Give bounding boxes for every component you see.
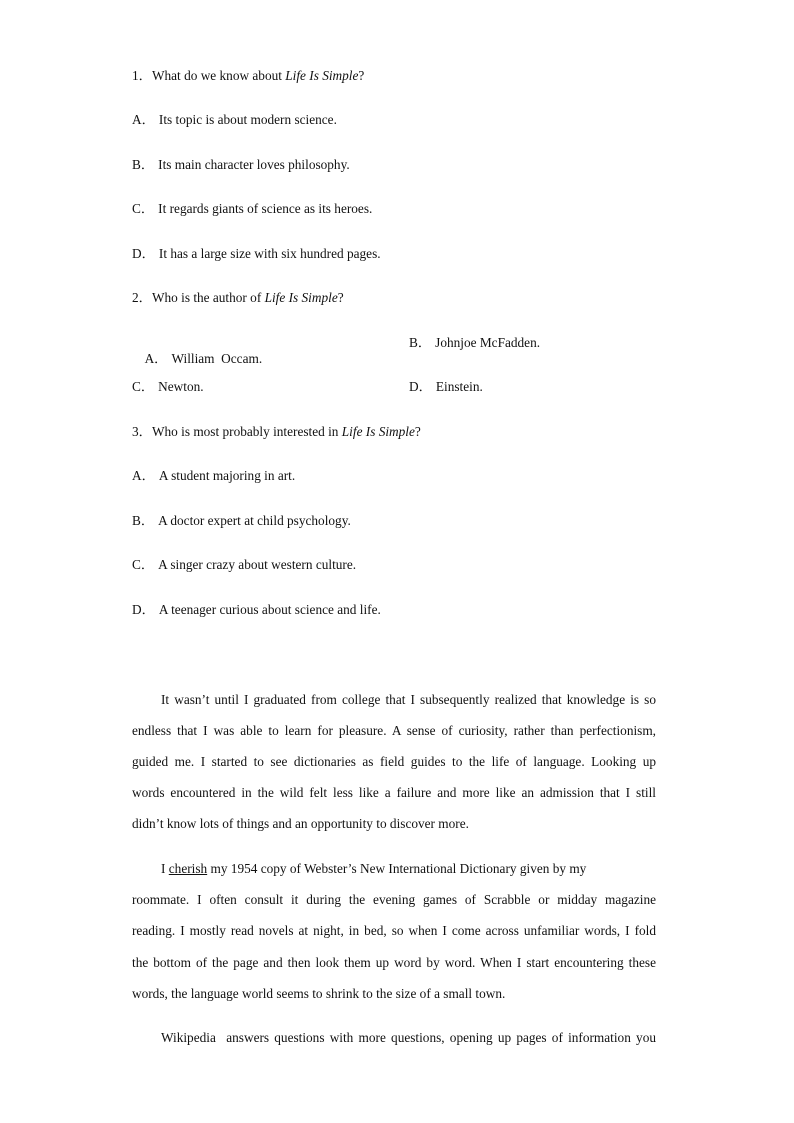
question-1-option-a: [132, 112, 337, 128]
question-1-stem: [132, 68, 364, 84]
passage-text: my 1954 copy of Webster’s New International Dictionary given by my: [207, 861, 587, 876]
passage-p1-line: guided me. I started to see dictionaries as field guides to the life of language. Looking up: [132, 754, 656, 769]
question-2-option-a: [132, 335, 262, 383]
passage-p1-line: endless that I was able to learn for pleasure. A sense of curiosity, rather than perfectionism,: [132, 723, 656, 738]
passage-p2-line: the bottom of the page and then look them up word by word. When I start encountering these: [132, 955, 656, 970]
question-text: What do we know about: [151, 68, 286, 83]
option-label: B．: [132, 157, 155, 172]
option-text: A doctor expert at child psychology.: [158, 513, 351, 528]
passage-p2-line: words, the language world seems to shrink to the size of a small town.: [132, 986, 506, 1001]
option-label: B．: [132, 513, 155, 528]
passage-p1-line: words encountered in the wild felt less like a failure and more like an admission that I still: [132, 785, 656, 800]
book-title: Life Is Simple: [341, 424, 415, 439]
option-label: C．: [132, 379, 155, 394]
question-3-option-a: [132, 468, 295, 484]
question-2-option-c: [132, 379, 204, 395]
option-text: A teenager curious about science and life.: [158, 602, 381, 617]
option-text: Johnjoe McFadden.: [435, 335, 541, 350]
question-mark: ?: [414, 424, 421, 439]
question-3-option-c: [132, 557, 356, 573]
question-2-option-b: [409, 335, 540, 351]
option-label: D．: [132, 246, 155, 261]
passage-p1-line: It wasn’t until I graduated from college that I subsequently realized that knowledge is so: [161, 692, 656, 707]
option-label: D．: [132, 602, 155, 617]
underlined-word: cherish: [168, 861, 208, 876]
option-label: A．: [132, 112, 155, 127]
option-text: It has a large size with six hundred pages.: [158, 246, 381, 261]
question-number: 3．: [132, 424, 152, 439]
option-text: Its main character loves philosophy.: [158, 157, 350, 172]
question-1-option-b: [132, 157, 350, 173]
question-mark: ?: [358, 68, 365, 83]
option-text: It regards giants of science as its heroes.: [158, 201, 373, 216]
question-3-option-d: [132, 602, 381, 618]
option-label: C．: [132, 201, 155, 216]
question-1-option-c: [132, 201, 372, 217]
option-label: A．: [132, 468, 155, 483]
book-title: Life Is Simple: [285, 68, 359, 83]
passage-p1-line: didn’t know lots of things and an opportunity to discover more.: [132, 816, 469, 831]
option-text: Newton.: [158, 379, 204, 394]
book-title: Life Is Simple: [264, 290, 338, 305]
question-text: Who is most probably interested in: [151, 424, 342, 439]
option-text: Its topic is about modern science.: [158, 112, 337, 127]
option-label: D．: [409, 379, 432, 394]
question-number: 1．: [132, 68, 152, 83]
option-text: A singer crazy about western culture.: [158, 557, 357, 572]
passage-p3-line: Wikipedia answers questions with more questions, opening up pages of information you: [161, 1030, 656, 1045]
option-text: Einstein.: [435, 379, 483, 394]
option-text: William Occam.: [171, 351, 263, 366]
option-label: C．: [132, 557, 155, 572]
passage-p2-line: [161, 861, 656, 877]
question-number: 2．: [132, 290, 152, 305]
passage-p2-line: reading. I mostly read novels at night, in bed, so when I come across unfamiliar words, I fold: [132, 923, 656, 938]
question-3-stem: [132, 424, 421, 440]
option-label: B．: [409, 335, 432, 350]
question-text: Who is the author of: [151, 290, 265, 305]
question-mark: ?: [337, 290, 344, 305]
question-2-option-d: [409, 379, 483, 395]
passage-p2-line: roommate. I often consult it during the evening games of Scrabble or midday magazine: [132, 892, 656, 907]
question-2-stem: [132, 290, 344, 306]
question-3-option-b: [132, 513, 351, 529]
option-text: A student majoring in art.: [158, 468, 296, 483]
question-1-option-d: [132, 246, 381, 262]
passage-text: I: [161, 861, 169, 876]
option-label: A．: [144, 351, 168, 366]
